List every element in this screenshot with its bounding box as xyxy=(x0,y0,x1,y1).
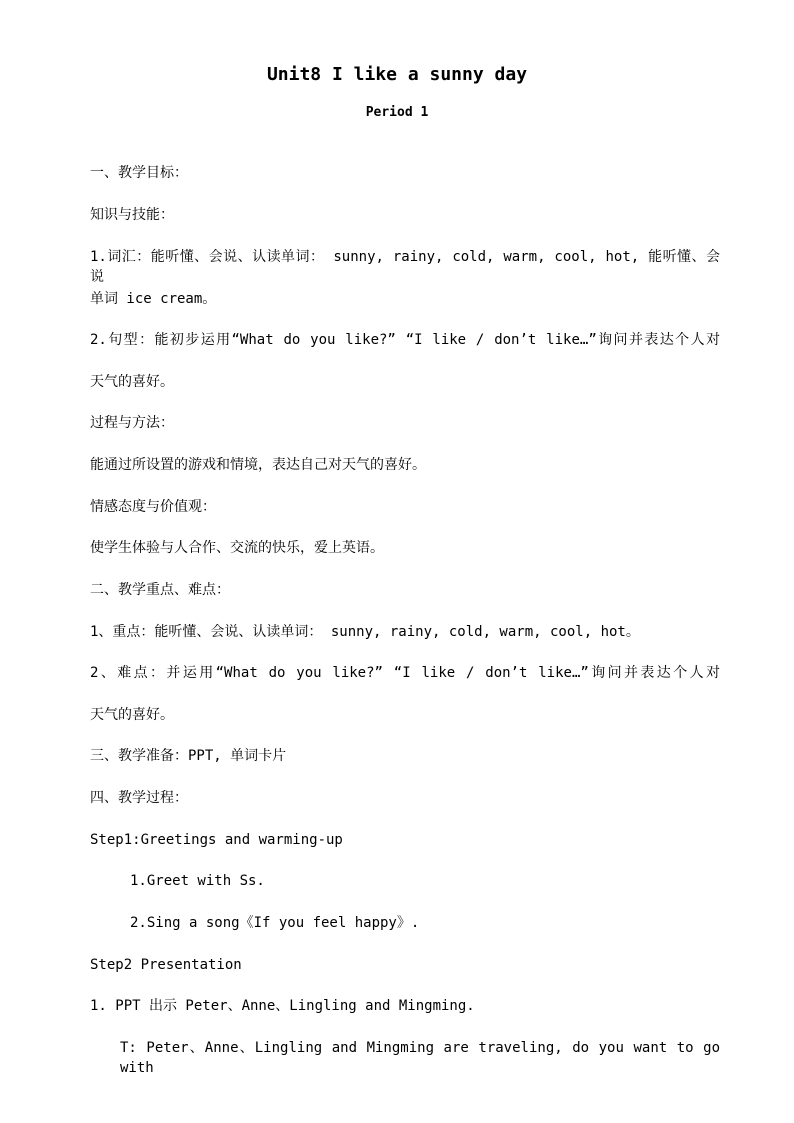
paragraph-emotion-values: 使学生体验与人合作、交流的快乐，爱上英语。 xyxy=(90,540,384,556)
paragraph-process-method: 能通过所设置的游戏和情境，表达自己对天气的喜好。 xyxy=(90,457,426,473)
heading-preparation: 三、教学准备：PPT, 单词卡片 xyxy=(90,748,287,764)
heading-process-method: 过程与方法： xyxy=(90,415,174,431)
step1-item-2: 2.Sing a song《If you feel happy》. xyxy=(130,915,420,931)
step1-title: Step1:Greetings and warming-up xyxy=(90,832,343,848)
paragraph-vocabulary: 1.词汇：能听懂、会说、认读单词： sunny, rainy, cold, warm, cool, hot, 能听懂、会说 xyxy=(90,249,720,285)
heading-emotion-values: 情感态度与价值观： xyxy=(90,499,216,515)
step2-dialogue: T: Peter、Anne、Lingling and Mingming are traveling, do you want to go with xyxy=(120,1040,720,1076)
heading-objectives: 一、教学目标： xyxy=(90,165,188,181)
paragraph-difficult-point-cont: 天气的喜好。 xyxy=(90,707,174,723)
paragraph-difficult-point: 2、难点：并运用“What do you like?” “I like / don’t like…”询问并表达个人对 xyxy=(90,665,720,681)
paragraph-sentence: 2.句型：能初步运用“What do you like?” “I like / don’t like…”询问并表达个人对 xyxy=(90,332,720,348)
heading-teaching-process: 四、教学过程： xyxy=(90,790,188,806)
heading-key-points: 二、教学重点、难点： xyxy=(90,582,230,598)
step2-item-1: 1. PPT 出示 Peter、Anne、Lingling and Mingming. xyxy=(90,998,475,1014)
document-subtitle: Period 1 xyxy=(365,105,429,120)
step1-item-1: 1.Greet with Ss. xyxy=(130,873,265,889)
document-title: Unit8 I like a sunny day xyxy=(266,64,528,85)
step2-title: Step2 Presentation xyxy=(90,957,242,973)
paragraph-sentence-cont: 天气的喜好。 xyxy=(90,374,174,390)
paragraph-key-point: 1、重点：能听懂、会说、认读单词： sunny, rainy, cold, warm, cool, hot。 xyxy=(90,624,640,640)
paragraph-vocabulary-cont: 单词 ice cream。 xyxy=(90,291,217,307)
heading-knowledge-skills: 知识与技能： xyxy=(90,207,174,223)
